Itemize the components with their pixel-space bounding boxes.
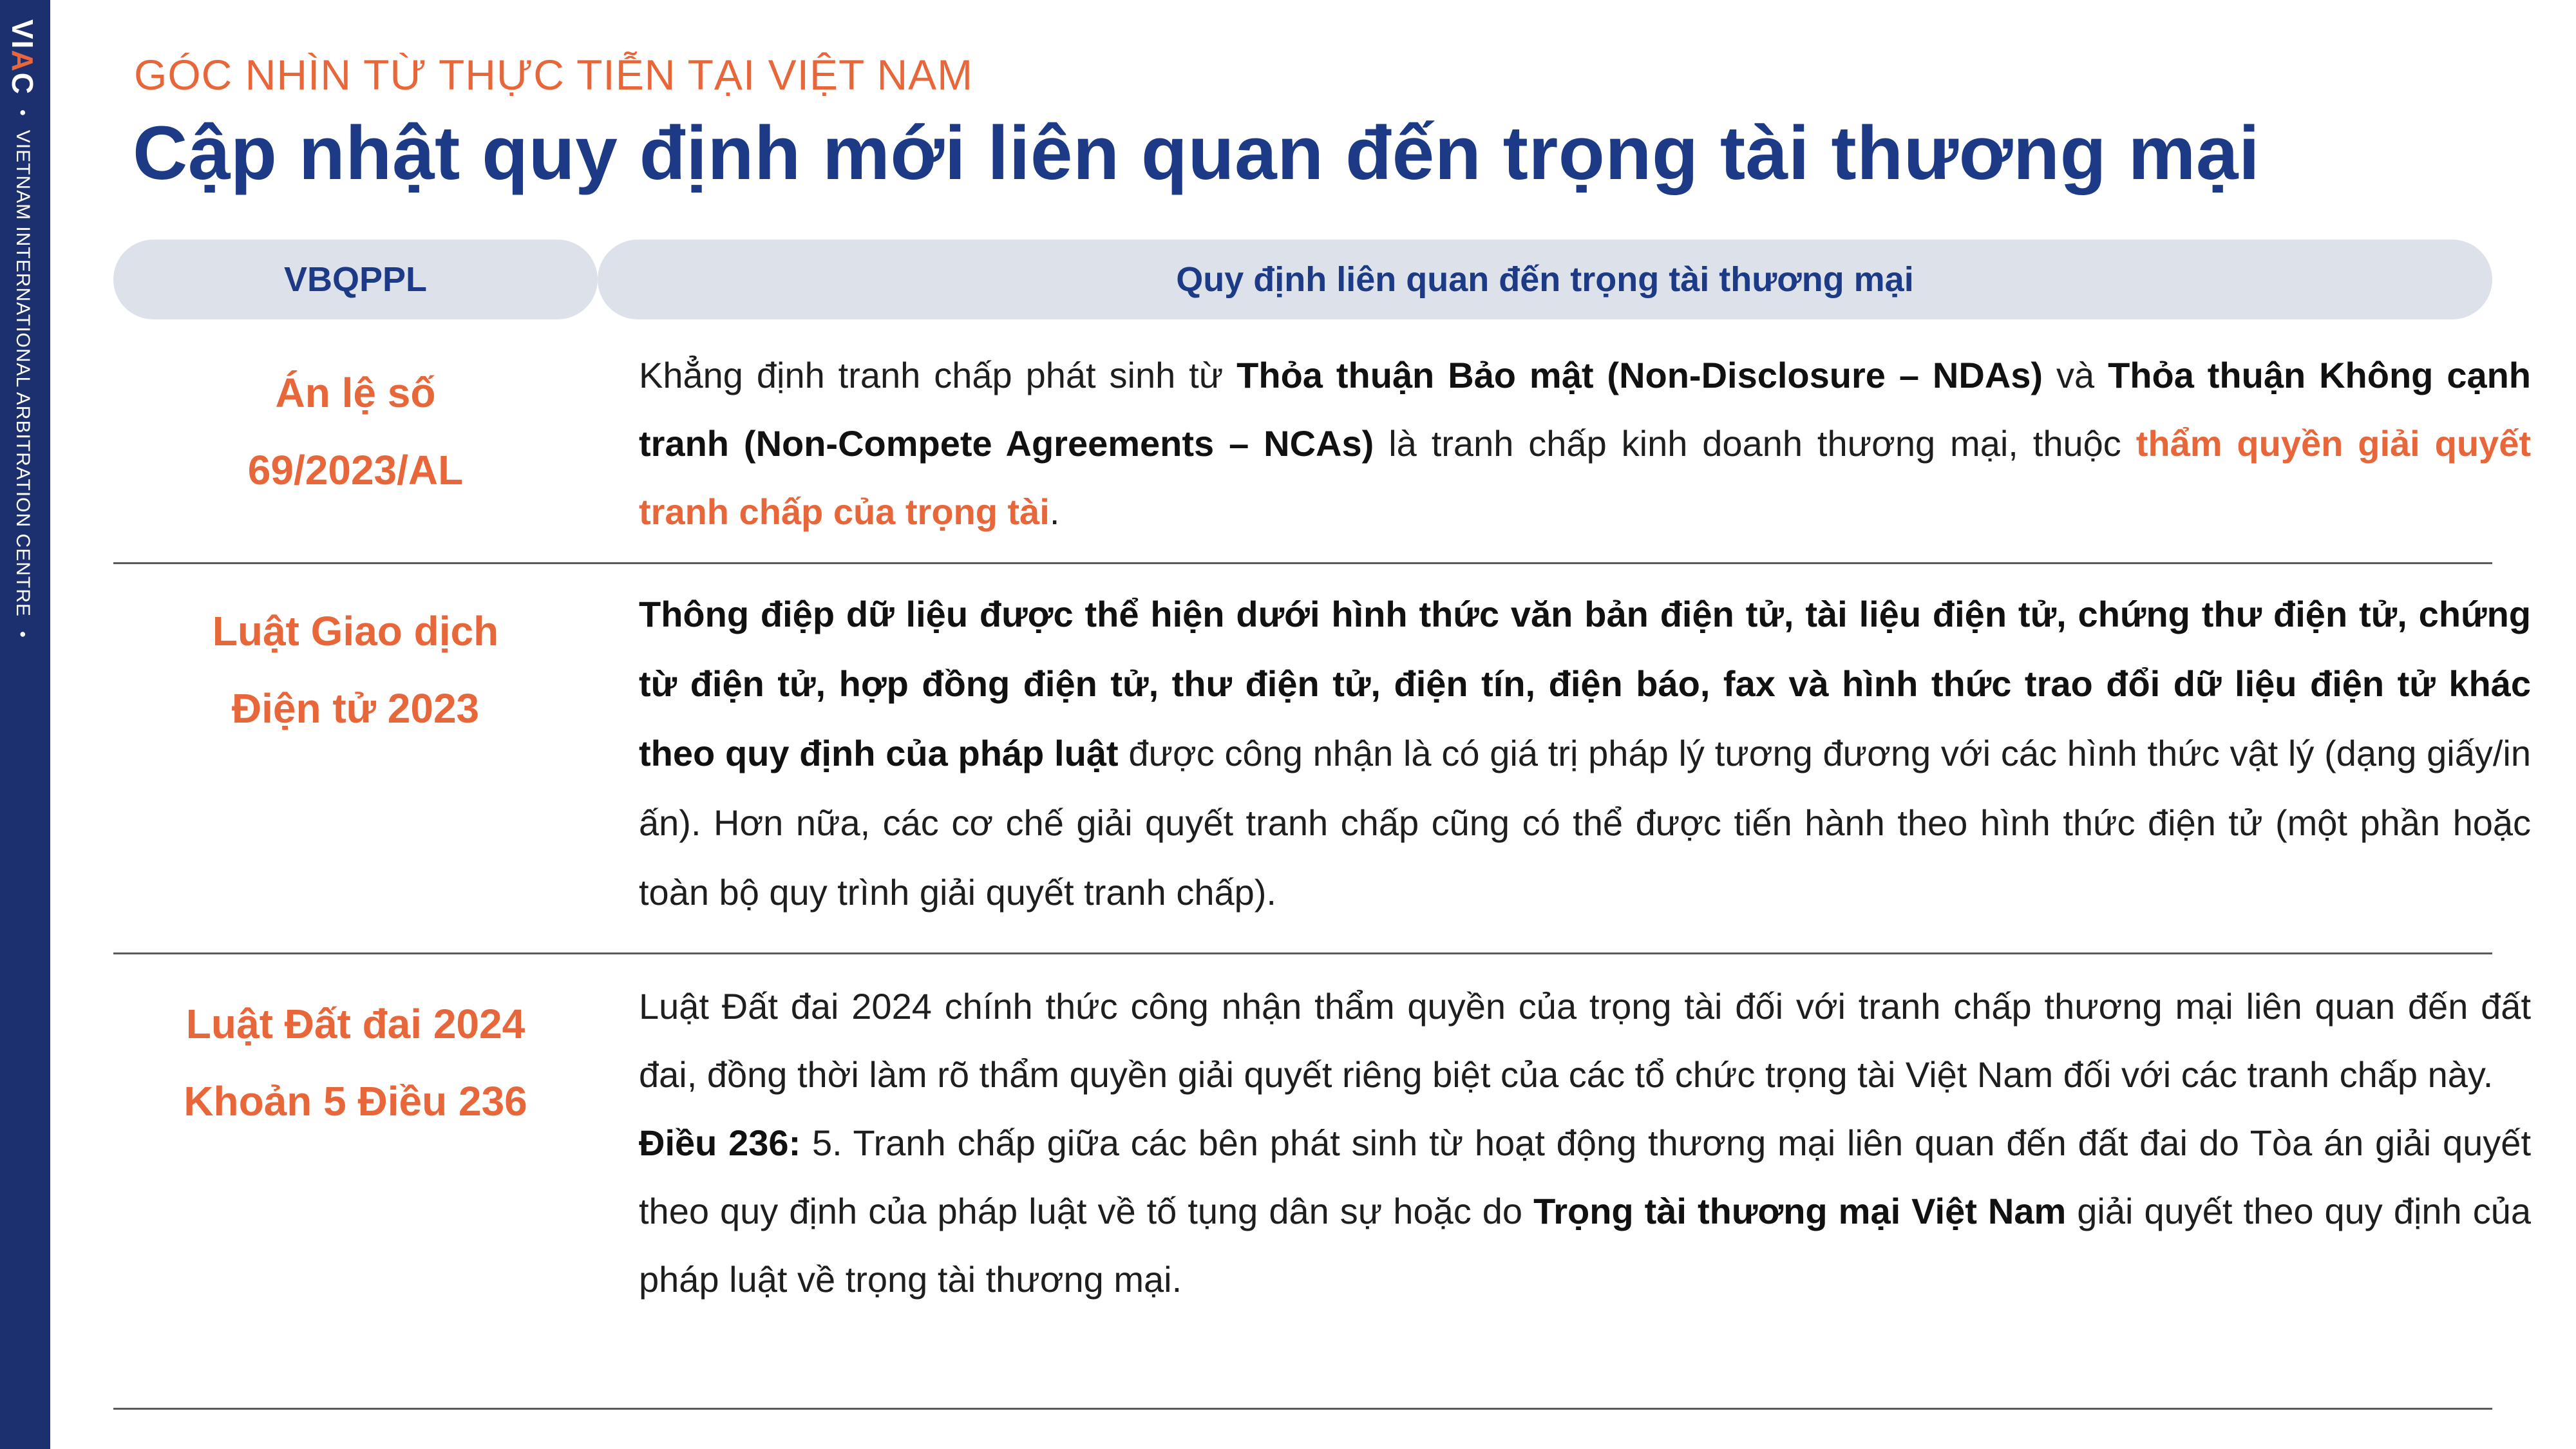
bullet-icon: • [13, 109, 33, 116]
law-name [113, 354, 598, 509]
bold-run: Điều 236: [639, 1122, 801, 1163]
page-title: Cập nhật quy định mới liên quan đến trọng tài thương mại [133, 111, 2260, 196]
text-run: và [2043, 355, 2108, 395]
column-header-law-label: VBQPPL [283, 260, 428, 299]
law-name-line: Điện tử 2023 [231, 685, 480, 732]
text-run: được công nhận là có giá trị pháp lý tương đương với các hình thức vật lý (dạng giấy/in ấn). Hơn nữa, các cơ chế giải quyết tranh chấp cũng có thể được tiến hành theo hình thức điện tử (một phần hoặc toàn bộ quy trình giải quyết tranh chấp). [639, 733, 2531, 913]
law-name-line: Luật Giao dịch [212, 608, 499, 654]
law-name-line: Án lệ số [275, 370, 436, 416]
paragraph: Luật Đất đai 2024 chính thức công nhận thẩm quyền của trọng tài đối với tranh chấp thương mại liên quan đến đất đai, đồng thời làm rõ thẩm quyền giải quyết riêng biệt của các tổ chức trọng tài Việt Nam đối với các tranh chấp này. [639, 986, 2531, 1095]
page-subtitle: GÓC NHÌN TỪ THỰC TIỄN TẠI VIỆT NAM [134, 51, 974, 99]
law-name-line: Luật Đất đai 2024 [185, 1001, 526, 1047]
law-name-line: Khoản 5 Điều 236 [184, 1078, 527, 1124]
law-name [113, 592, 598, 747]
column-header-law [113, 240, 598, 319]
text-run: giải quyết theo quy định của pháp luật về trọng tài thương mại. [639, 1191, 2532, 1300]
text-run: Khẳng định tranh chấp phát sinh từ [639, 355, 1237, 395]
viac-logo: VIAC [6, 19, 39, 95]
column-header-regulation [598, 240, 2492, 319]
text-run: 5. Tranh chấp giữa các bên phát sinh từ hoạt động thương mại liên quan đến đất đai do Tòa án giải quyết theo quy định của pháp luật về tố tụng dân sự hoặc do [639, 1122, 2531, 1231]
row-divider [113, 562, 2492, 564]
column-header-regulation-label: Quy định liên quan đến trọng tài thương mại [1176, 260, 1914, 299]
regulation-text [639, 580, 2531, 927]
brand-sidebar [0, 0, 50, 1449]
bold-run: Trọng tài thương mại Việt Nam [1533, 1191, 2067, 1231]
text-run: là tranh chấp kinh doanh thương mại, thuộc [1374, 423, 2136, 464]
org-name: VIETNAM INTERNATIONAL ARBITRATION CENTRE [12, 129, 33, 617]
bold-run: Thông điệp dữ liệu được thể hiện dưới hình thức văn bản điện tử, tài liệu điện tử, chứng thư điện tử, chứng từ điện tử, hợp đồng điện tử, thư điện tử, điện tín, điện báo, fax và hình thức trao đổi dữ liệu điện tử khác theo quy định của pháp luật [639, 594, 2531, 773]
highlight-run: thẩm quyền giải quyết tranh chấp của trọng tài [639, 423, 2531, 532]
brand-strip [5, 19, 40, 652]
bullet-icon: • [13, 630, 33, 638]
paragraph [639, 1109, 2531, 1314]
row-divider [113, 1408, 2492, 1410]
law-name-line: 69/2023/AL [247, 447, 464, 493]
bold-run: Thỏa thuận Không cạnh tranh (Non-Compete Agreements – NCAs) [639, 355, 2532, 464]
regulation-text [639, 341, 2531, 546]
bold-run: Thỏa thuận Bảo mật (Non-Disclosure – NDAs) [1236, 355, 2043, 395]
law-name [113, 985, 598, 1140]
text-run: . [1049, 491, 1060, 532]
regulation-text [639, 972, 2531, 1314]
row-divider [113, 952, 2492, 954]
